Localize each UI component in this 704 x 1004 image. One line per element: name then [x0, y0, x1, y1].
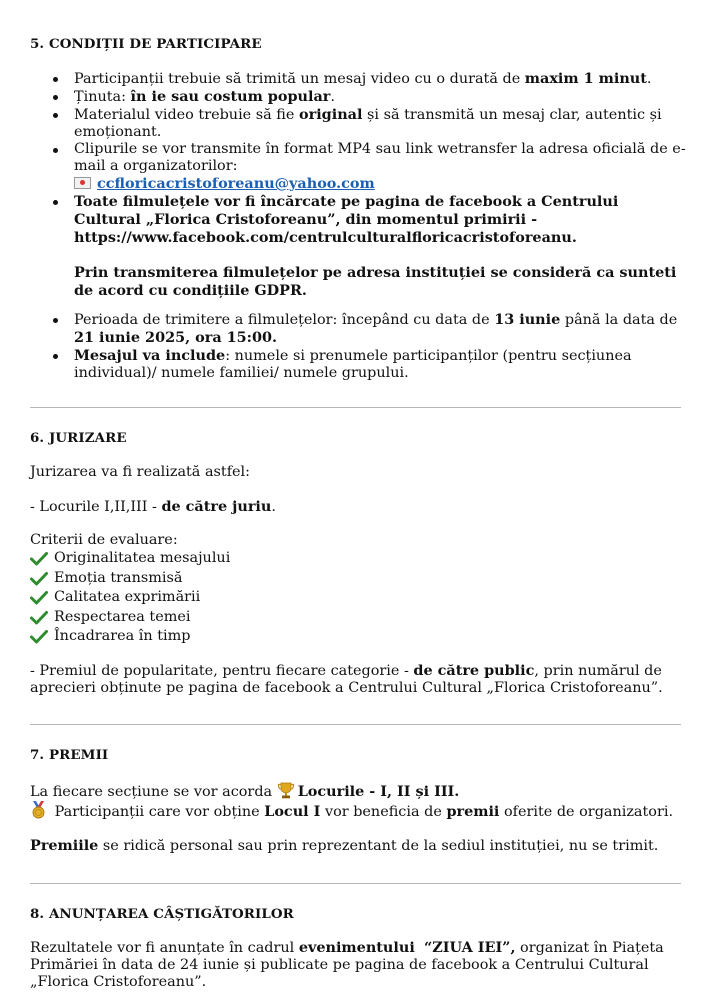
check-icon	[30, 590, 48, 605]
jurizare-intro: Jurizarea va fi realizată astfel:	[30, 464, 251, 480]
conditions-list	[30, 70, 690, 300]
winners-bold: “ZIUA IEI”,	[423, 939, 516, 956]
trophy-icon	[277, 782, 295, 799]
medal-icon	[30, 801, 47, 819]
popularity-text: , prin numărul de aprecieri obținute pe pagina de facebook a Centrului Cultural „Florica Cristoforeanu”.	[30, 663, 663, 696]
criteria-text: Încadrarea în timp	[54, 628, 191, 645]
prizes-bold: Premiile	[30, 837, 99, 854]
criteria-text: Originalitatea mesajului	[54, 550, 231, 567]
criteria-item	[30, 569, 230, 589]
bullet-text: : numele si prenumele participanților (pentru secțiunea individual)/ numele familiei/ numele grupului.	[74, 348, 632, 381]
popularity-paragraph	[30, 662, 680, 697]
conditions-list-2	[30, 311, 690, 382]
winners-bold: evenimentului	[298, 939, 415, 956]
prizes-bold: premii	[446, 803, 500, 820]
section-divider	[30, 724, 681, 725]
places-line	[30, 498, 276, 516]
bullet-text: Materialul video trebuie să fie	[74, 107, 300, 123]
popularity-text: - Premiul de popularitate, pentru fiecare categorie -	[30, 663, 414, 679]
criteria-item	[30, 608, 230, 628]
prizes-line-1	[30, 782, 690, 801]
list-item	[30, 311, 690, 347]
bullet-text: .	[330, 89, 335, 105]
places-text: .	[271, 499, 276, 515]
prizes-text: oferite de organizatori.	[499, 804, 674, 820]
bullet-text: Participanții trebuie să trimită un mesaj video cu o durată de	[74, 71, 525, 87]
bullet-text: până la data de	[560, 312, 678, 328]
bullet-bold: maxim 1 minut	[524, 70, 647, 87]
winners-text: Rezultatele vor fi anunțate în cadrul	[30, 940, 299, 956]
section-7-heading: 7. PREMII	[30, 747, 109, 763]
check-icon	[30, 629, 48, 644]
bullet-bold: în ie sau costum popular	[130, 88, 331, 105]
section-5-heading: 5. CONDIȚII DE PARTICIPARE	[30, 36, 262, 52]
bullet-bold: Toate filmulețele vor fi încărcate pe pagina de facebook a Centrului Cultural „Florica Cristoforeanu”, din momentul primirii - https://www.facebook.com/centrulculturalfloricacristoforeanu.	[74, 193, 619, 246]
bullet-text: .	[646, 71, 652, 87]
winners-text	[415, 940, 424, 956]
criteria-item	[30, 588, 230, 608]
list-item	[30, 106, 690, 141]
email-link[interactable]: ccfloricacristoforeanu@yahoo.com	[97, 175, 375, 192]
prizes-text: Participanții care vor obține	[50, 804, 265, 820]
criteria-text: Respectarea temei	[54, 608, 191, 625]
list-item	[30, 70, 690, 88]
criteria-label: Criterii de evaluare:	[30, 532, 178, 548]
criteria-text: Calitatea exprimării	[54, 589, 201, 606]
bullet-bold: 13 iunie	[494, 311, 561, 328]
places-text: - Locurile I,II,III -	[30, 499, 162, 515]
section-8-heading: 8. ANUNȚAREA CÂȘTIGĂTORILOR	[30, 906, 294, 922]
list-item	[30, 88, 690, 106]
check-icon	[30, 571, 48, 586]
prizes-line-3	[30, 837, 690, 855]
list-item	[30, 141, 690, 193]
check-icon	[30, 610, 48, 625]
prizes-text: La fiecare secțiune se vor acorda	[30, 784, 277, 800]
bullet-bold: Prin transmiterea filmulețelor pe adresa instituției se consideră ca sunteti de acord cu condițiile GDPR.	[74, 264, 677, 299]
section-6-heading: 6. JURIZARE	[30, 430, 127, 446]
section-divider	[30, 407, 681, 408]
prizes-line-2	[30, 801, 690, 821]
mail-icon	[74, 177, 91, 189]
prizes-text: vor beneficia de	[320, 804, 447, 820]
prizes-bold: Locul I	[264, 803, 321, 820]
list-item	[30, 347, 690, 382]
criteria-text: Emoția transmisă	[54, 569, 183, 586]
criteria-item	[30, 549, 230, 569]
bullet-bold: Mesajul va include	[74, 347, 226, 364]
bullet-text: Clipurile se vor transmite în format MP4 sau link wetransfer la adresa oficială de e-mail a organizatorilor:	[74, 141, 686, 174]
bullet-text: și să transmită un mesaj clar, autentic și emoționant.	[74, 107, 662, 140]
places-bold: de către juriu	[161, 498, 272, 515]
popularity-bold: de către public	[413, 662, 535, 679]
bullet-text: Ținuta:	[74, 89, 131, 105]
list-item	[30, 193, 690, 300]
check-icon	[30, 551, 48, 566]
criteria-item	[30, 627, 230, 647]
bullet-text: Perioada de trimitere a filmulețelor: începând cu data de	[74, 312, 495, 328]
bullet-bold: original	[299, 106, 363, 123]
bullet-bold: 21 iunie 2025, ora 15:00.	[74, 329, 278, 346]
winners-paragraph	[30, 939, 680, 991]
section-divider	[30, 883, 681, 884]
prizes-bold: Locurile - I, II și III.	[297, 783, 460, 800]
winners-text: organizat în Piațeta Primăriei în data de 24 iunie și publicate pe pagina de facebook a Centrului Cultural „Florica Cristoforeanu”.	[30, 940, 664, 990]
criteria-list	[30, 549, 230, 647]
prizes-text: se ridică personal sau prin reprezentant de la sediul instituției, nu se trimit.	[98, 838, 659, 854]
